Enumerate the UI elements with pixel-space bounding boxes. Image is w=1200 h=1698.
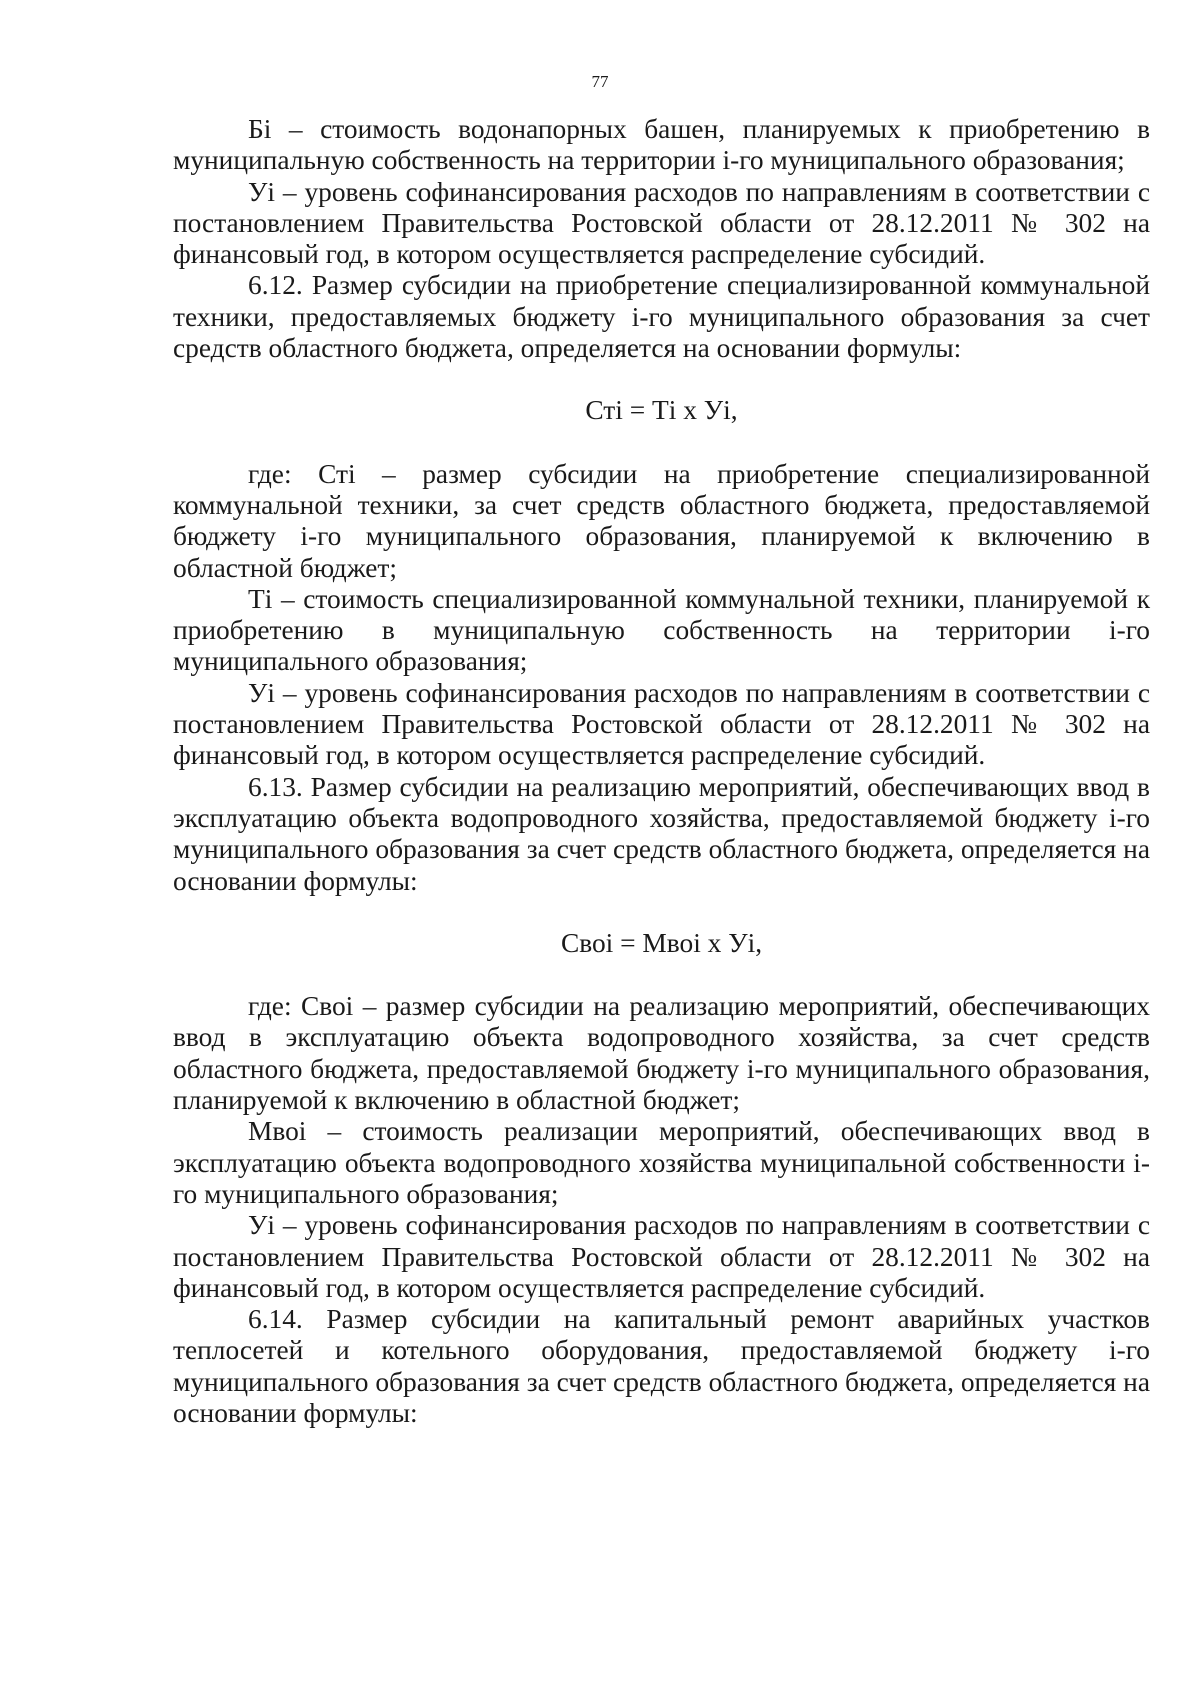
document-body: [173, 114, 1150, 1429]
paragraph-mvoi-definition: Мвоi – стоимость реализации мероприятий, обеспечивающих ввод в эксплуатацию объекта водопроводного хозяйства муниципальной собственности i-го муниципального образования;: [173, 1116, 1150, 1209]
paragraph-6-12: 6.12. Размер субсидии на приобретение специализированной коммунальной техники, предоставляемых бюджету i-го муниципального образования за счет средств областного бюджета, определяется на основании формулы:: [173, 270, 1150, 364]
paragraph-sti-definition: где: Стi – размер субсидии на приобретение специализированной коммунальной техники, за счет средств областного бюджета, предоставляемой бюджету i-го муниципального образования, планируемой к включению в областной бюджет;: [173, 458, 1150, 583]
paragraph-ui-definition: Уi – уровень софинансирования расходов по направлениям в соответствии с постановлением Правительства Ростовской области от 28.12.2011 № 302 на финансовый год, в котором осуществляется распределение субсидий.: [173, 677, 1150, 771]
paragraph-ui-definition: Уi – уровень софинансирования расходов по направлениям в соответствии с постановлением Правительства Ростовской области от 28.12.2011 № 302 на финансовый год, в котором осуществляется распределение субсидий.: [173, 176, 1150, 270]
paragraph-ti-definition: Тi – стоимость специализированной коммунальной техники, планируемой к приобретению в муниципальную собственность на территории i-го муниципального образования;: [173, 583, 1150, 677]
paragraph-ui-definition: Уi – уровень софинансирования расходов по направлениям в соответствии с постановлением Правительства Ростовской области от 28.12.2011 № 302 на финансовый год, в котором осуществляется распределение субсидий.: [173, 1210, 1150, 1303]
paragraph-6-13: 6.13. Размер субсидии на реализацию мероприятий, обеспечивающих ввод в эксплуатацию объекта водопроводного хозяйства, предоставляемой бюджету i-го муниципального образования за счет средств областного бюджета, определяется на основании формулы:: [173, 771, 1150, 896]
paragraph-bi-definition: Бi – стоимость водонапорных башен, планируемых к приобретению в муниципальную собственность на территории i-го муниципального образования;: [173, 114, 1150, 176]
paragraph-svoi-definition: где: Своi – размер субсидии на реализацию мероприятий, обеспечивающих ввод в эксплуатацию объекта водопроводного хозяйства, за счет средств областного бюджета, предоставляемой бюджету i-го муниципального образования, планируемой к включению в областной бюджет;: [173, 991, 1150, 1116]
page-number: 77: [591, 72, 609, 91]
formula-svoi: Своi = Мвоi х Уi,: [560, 927, 763, 958]
formula-sti: Стi = Тi х Уi,: [585, 395, 738, 426]
paragraph-6-14: 6.14. Размер субсидии на капитальный ремонт аварийных участков теплосетей и котельного оборудования, предоставляемой бюджету i-го муниципального образования за счет средств областного бюджета, определяется на основании формулы:: [173, 1304, 1150, 1428]
